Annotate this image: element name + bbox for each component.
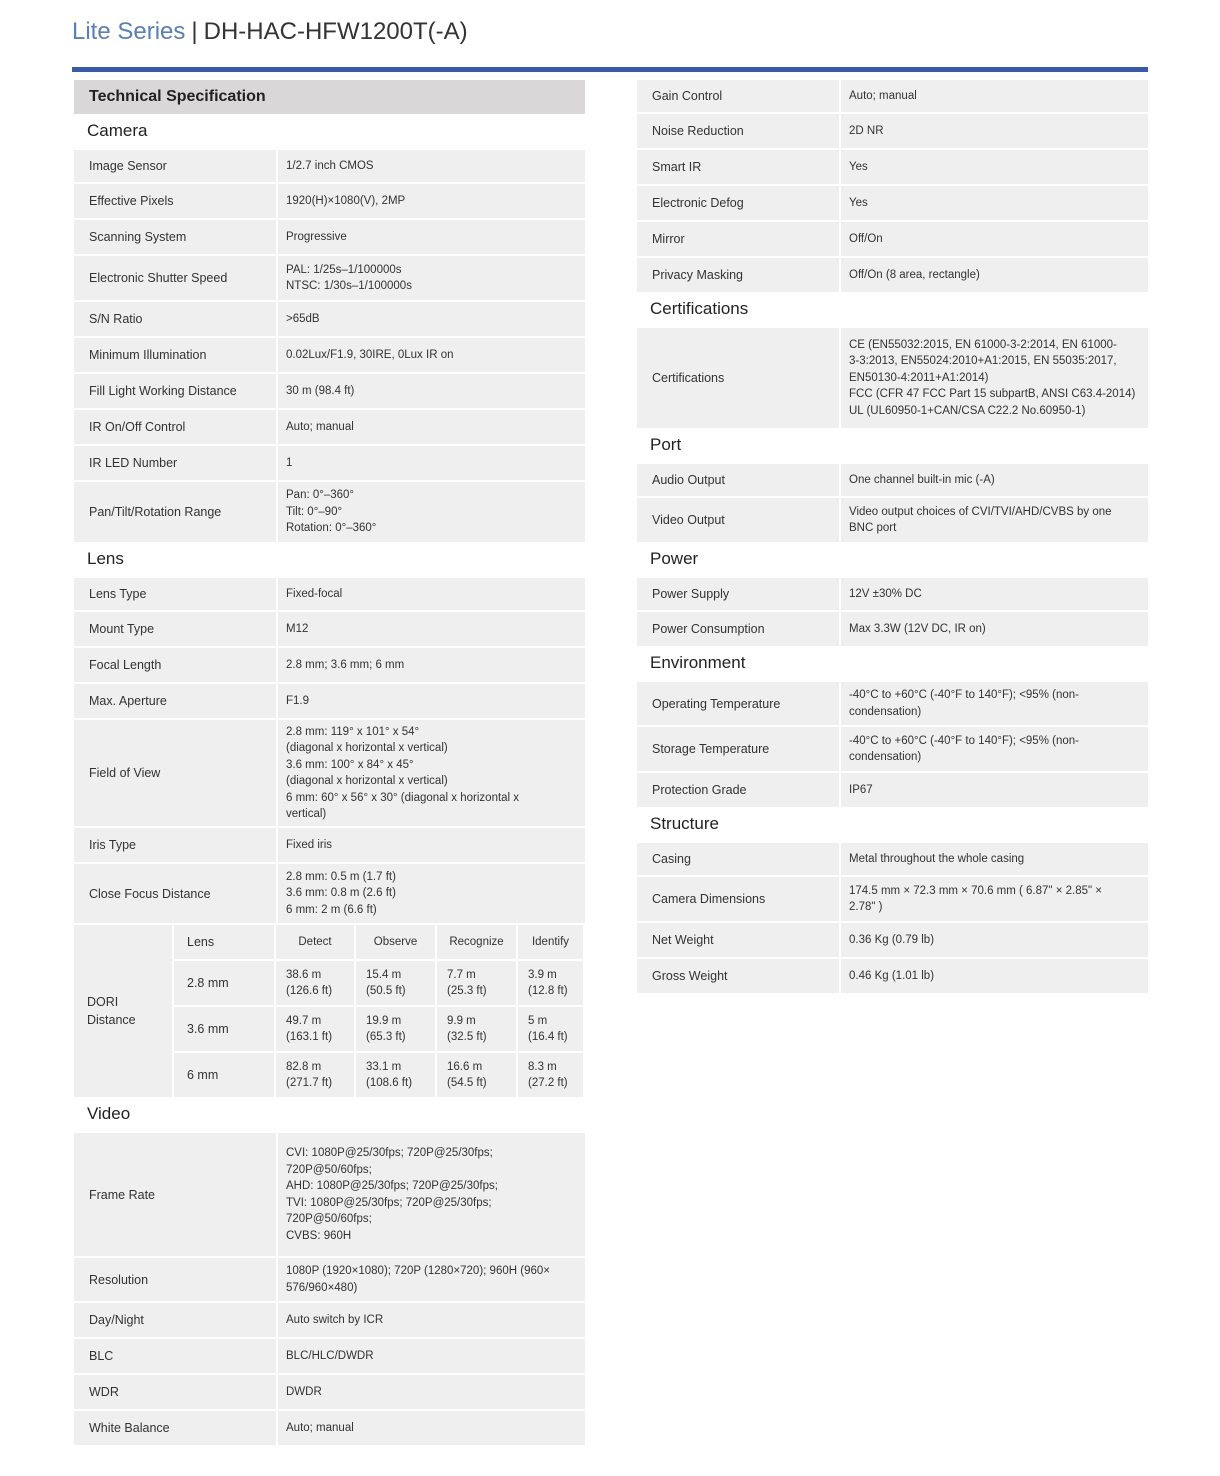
dori-observe: 33.1 m (108.6 ft) [356, 1053, 435, 1097]
spec-label: Certifications [637, 328, 839, 428]
spec-row [72, 648, 585, 682]
dori-row [174, 961, 585, 1005]
spec-label: Storage Temperature [637, 727, 839, 771]
spec-label: Gross Weight [637, 959, 839, 993]
spec-label: Scanning System [74, 220, 276, 254]
spec-label: Gain Control [637, 80, 839, 112]
spec-row [72, 578, 585, 610]
spec-value: 1920(H)×1080(V), 2MP [278, 184, 585, 218]
title-separator: | [191, 18, 198, 45]
video-cont-table [635, 80, 1148, 292]
header-rule [72, 67, 1148, 72]
dori-header-row [174, 925, 585, 959]
spec-value: One channel built-in mic (-A) [841, 464, 1148, 496]
section-port: Port [650, 435, 682, 454]
spec-value: 0.46 Kg (1.01 lb) [841, 959, 1148, 993]
dori-observe: 15.4 m (50.5 ft) [356, 961, 435, 1005]
spec-row [72, 150, 585, 182]
spec-label: WDR [74, 1375, 276, 1409]
spec-label: Mount Type [74, 612, 276, 646]
dori-detect: 38.6 m (126.6 ft) [276, 961, 354, 1005]
dori-identify: 3.9 m (12.8 ft) [518, 961, 583, 1005]
dori-row [174, 1007, 585, 1051]
spec-value: Yes [841, 150, 1148, 184]
spec-label: Electronic Defog [637, 186, 839, 220]
spec-row [635, 923, 1148, 957]
section-power: Power [650, 549, 699, 568]
spec-label: Effective Pixels [74, 184, 276, 218]
spec-label: Audio Output [637, 464, 839, 496]
spec-row [72, 374, 585, 408]
spec-label: Lens Type [74, 578, 276, 610]
spec-value: Off/On (8 area, rectangle) [841, 258, 1148, 292]
spec-label: Fill Light Working Distance [74, 374, 276, 408]
dori-identify: 5 m (16.4 ft) [518, 1007, 583, 1051]
spec-value: F1.9 [278, 684, 585, 718]
dori-header-cell: Recognize [437, 925, 516, 959]
spec-row [72, 184, 585, 218]
spec-row [72, 684, 585, 718]
spec-label: Mirror [637, 222, 839, 256]
dori-detect: 49.7 m (163.1 ft) [276, 1007, 354, 1051]
spec-value: Video output choices of CVI/TVI/AHD/CVBS by one BNC port [841, 498, 1148, 542]
spec-value: 30 m (98.4 ft) [278, 374, 585, 408]
dori-table [72, 925, 585, 1097]
spec-label: Noise Reduction [637, 114, 839, 148]
dori-recognize: 7.7 m (25.3 ft) [437, 961, 516, 1005]
certifications-table [635, 328, 1148, 428]
spec-value: -40°C to +60°C (-40°F to 140°F); <95% (non- condensation) [841, 727, 1148, 771]
structure-table [635, 843, 1148, 993]
dori-identify: 8.3 m (27.2 ft) [518, 1053, 583, 1097]
spec-value: DWDR [278, 1375, 585, 1409]
spec-value: Auto; manual [278, 410, 585, 444]
spec-label: Video Output [637, 498, 839, 542]
spec-label: Day/Night [74, 1303, 276, 1337]
spec-row [635, 612, 1148, 646]
section-certifications: Certifications [650, 299, 749, 318]
section-video: Video [87, 1104, 131, 1123]
spec-label: Frame Rate [74, 1133, 276, 1256]
spec-value: 2.8 mm: 119° x 101° x 54° (diagonal x horizontal x vertical) 3.6 mm: 100° x 84° x 45° (diagonal x horizontal x vertical) 6 mm: 60° x 56° x 30° (diagonal x horizontal x vertical) [278, 720, 585, 826]
model-number: DH-HAC-HFW1200T(-A) [203, 18, 468, 45]
spec-row [72, 410, 585, 444]
dori-header-cell: Observe [356, 925, 435, 959]
spec-value: -40°C to +60°C (-40°F to 140°F); <95% (non- condensation) [841, 682, 1148, 725]
dori-label: DORI Distance [74, 925, 172, 1097]
spec-label: Resolution [74, 1258, 276, 1301]
section-lens: Lens [87, 549, 124, 568]
spec-label: Operating Temperature [637, 682, 839, 725]
spec-value: Yes [841, 186, 1148, 220]
spec-row [72, 1133, 585, 1256]
spec-value: Max 3.3W (12V DC, IR on) [841, 612, 1148, 646]
spec-label: BLC [74, 1339, 276, 1373]
dori-observe: 19.9 m (65.3 ft) [356, 1007, 435, 1051]
spec-label: Electronic Shutter Speed [74, 256, 276, 300]
spec-label: Minimum Illumination [74, 338, 276, 372]
environment-table [635, 682, 1148, 807]
left-column [72, 80, 585, 1445]
spec-row [635, 464, 1148, 496]
spec-row [635, 843, 1148, 875]
dori-recognize: 16.6 m (54.5 ft) [437, 1053, 516, 1097]
spec-row [72, 612, 585, 646]
spec-label: Power Consumption [637, 612, 839, 646]
spec-row [72, 828, 585, 862]
dori-header-cell: Identify [518, 925, 583, 959]
spec-label: Iris Type [74, 828, 276, 862]
spec-row [72, 1339, 585, 1373]
spec-label: Image Sensor [74, 150, 276, 182]
dori-grid [174, 925, 585, 1097]
spec-label: Privacy Masking [637, 258, 839, 292]
spec-value: IP67 [841, 773, 1148, 807]
spec-title: Technical Specification [74, 80, 585, 114]
spec-value: PAL: 1/25s–1/100000s NTSC: 1/30s–1/100000s [278, 256, 585, 300]
spec-label: Close Focus Distance [74, 864, 276, 923]
spec-row [635, 150, 1148, 184]
spec-label: Camera Dimensions [637, 877, 839, 921]
spec-row [72, 1258, 585, 1301]
dori-recognize: 9.9 m (32.5 ft) [437, 1007, 516, 1051]
spec-value: BLC/HLC/DWDR [278, 1339, 585, 1373]
dori-lens: 6 mm [174, 1053, 274, 1097]
spec-value: 2.8 mm: 0.5 m (1.7 ft) 3.6 mm: 0.8 m (2.6 ft) 6 mm: 2 m (6.6 ft) [278, 864, 585, 923]
spec-value: Pan: 0°–360° Tilt: 0°–90° Rotation: 0°–360° [278, 482, 585, 542]
spec-row [635, 682, 1148, 725]
spec-value: Progressive [278, 220, 585, 254]
spec-row [635, 727, 1148, 771]
spec-value: CE (EN55032:2015, EN 61000-3-2:2014, EN 61000- 3-3:2013, EN55024:2010+A1:2015, EN 55035:2017, EN50130-4:2011+A1:2014) FCC (CFR 47 FCC Part 15 subpartB, ANSI C63.4-2014) UL (UL60950-1+CAN/CSA C22.2 No.60950-1) [841, 328, 1148, 428]
spec-value: 1 [278, 446, 585, 480]
spec-row [635, 186, 1148, 220]
port-table [635, 464, 1148, 542]
spec-label: Net Weight [637, 923, 839, 957]
spec-label: IR LED Number [74, 446, 276, 480]
spec-row [635, 498, 1148, 542]
spec-row [72, 1303, 585, 1337]
power-table [635, 578, 1148, 646]
spec-row [72, 220, 585, 254]
dori-row [174, 1053, 585, 1097]
spec-row [72, 482, 585, 542]
dori-header-cell: Lens [174, 925, 274, 959]
dori-header-cell: Detect [276, 925, 354, 959]
spec-label: White Balance [74, 1411, 276, 1445]
spec-row [72, 302, 585, 336]
camera-table [72, 150, 585, 542]
spec-value: 0.02Lux/F1.9, 30IRE, 0Lux IR on [278, 338, 585, 372]
video-table [72, 1133, 585, 1445]
right-column [635, 80, 1148, 993]
spec-row [635, 877, 1148, 921]
spec-label: Protection Grade [637, 773, 839, 807]
spec-value: CVI: 1080P@25/30fps; 720P@25/30fps; 720P@50/60fps; AHD: 1080P@25/30fps; 720P@25/30fps; TVI: 1080P@25/30fps; 720P@25/30fps; 720P@50/60fps; CVBS: 960H [278, 1133, 585, 1256]
spec-value: M12 [278, 612, 585, 646]
dori-lens: 2.8 mm [174, 961, 274, 1005]
spec-row [72, 864, 585, 923]
spec-row [635, 773, 1148, 807]
dori-lens: 3.6 mm [174, 1007, 274, 1051]
section-camera: Camera [87, 121, 148, 140]
spec-row [72, 256, 585, 300]
spec-value: 1080P (1920×1080); 720P (1280×720); 960H (960× 576/960×480) [278, 1258, 585, 1301]
section-structure: Structure [650, 814, 719, 833]
series-name: Lite Series [72, 18, 186, 45]
spec-label: Focal Length [74, 648, 276, 682]
document-title [72, 18, 468, 46]
spec-row [72, 1411, 585, 1445]
spec-row [72, 1375, 585, 1409]
section-environment: Environment [650, 653, 746, 672]
spec-label: IR On/Off Control [74, 410, 276, 444]
spec-row [635, 578, 1148, 610]
spec-label: Pan/Tilt/Rotation Range [74, 482, 276, 542]
spec-value: 2D NR [841, 114, 1148, 148]
spec-label: S/N Ratio [74, 302, 276, 336]
spec-value: >65dB [278, 302, 585, 336]
dori-detect: 82.8 m (271.7 ft) [276, 1053, 354, 1097]
spec-value: 174.5 mm × 72.3 mm × 70.6 mm ( 6.87" × 2.85" × 2.78" ) [841, 877, 1148, 921]
spec-label: Casing [637, 843, 839, 875]
spec-row [72, 720, 585, 826]
spec-row [635, 959, 1148, 993]
spec-row [635, 328, 1148, 428]
spec-row [635, 114, 1148, 148]
spec-value: Fixed iris [278, 828, 585, 862]
spec-value: Fixed-focal [278, 578, 585, 610]
spec-row [72, 338, 585, 372]
spec-value: Off/On [841, 222, 1148, 256]
spec-value: 12V ±30% DC [841, 578, 1148, 610]
spec-label: Smart IR [637, 150, 839, 184]
spec-value: 1/2.7 inch CMOS [278, 150, 585, 182]
spec-value: 0.36 Kg (0.79 lb) [841, 923, 1148, 957]
spec-label: Max. Aperture [74, 684, 276, 718]
spec-value: Auto; manual [841, 80, 1148, 112]
spec-row [72, 446, 585, 480]
spec-row [635, 258, 1148, 292]
spec-value: Metal throughout the whole casing [841, 843, 1148, 875]
spec-label: Field of View [74, 720, 276, 826]
lens-table [72, 578, 585, 923]
spec-row [635, 222, 1148, 256]
spec-value: Auto; manual [278, 1411, 585, 1445]
spec-label: Power Supply [637, 578, 839, 610]
spec-value: 2.8 mm; 3.6 mm; 6 mm [278, 648, 585, 682]
spec-row [635, 80, 1148, 112]
spec-value: Auto switch by ICR [278, 1303, 585, 1337]
